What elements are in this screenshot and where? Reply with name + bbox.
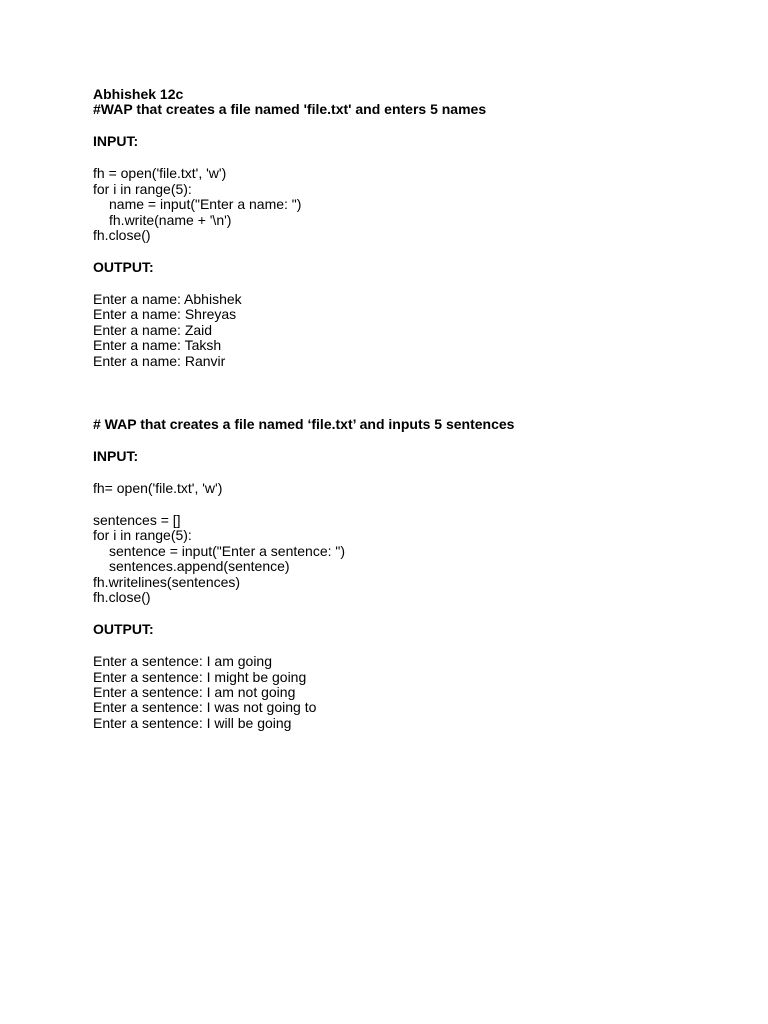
code-line: sentences = [] [93,512,181,529]
output-line: Enter a name: Shreyas [93,306,237,323]
code-line: fh.write(name + '\n') [109,211,232,228]
section-2-code-block [93,513,733,605]
code-line: sentences.append(sentence) [109,558,290,575]
section-2-input-label: INPUT: [93,448,139,465]
assignment-2-title: # WAP that creates a file named ‘file.txt’ and inputs 5 sentences [93,416,515,433]
spacer [93,496,733,513]
spacer [93,432,733,449]
document-page [93,87,733,731]
spacer [93,275,733,292]
spacer [93,464,733,481]
assignment-1-title: #WAP that creates a file named 'file.txt' and enters 5 names [93,101,487,118]
spacer [93,369,733,417]
code-line: name = input("Enter a name: ") [109,196,302,213]
code-line: for i in range(5): [93,180,192,197]
section-1-output-block [93,292,733,369]
output-line: Enter a sentence: I am not going [93,683,296,700]
output-line: Enter a sentence: I am going [93,653,272,670]
output-line: Enter a sentence: I will be going [93,714,292,731]
code-line: fh.close() [93,589,151,606]
spacer [93,118,733,135]
output-line: Enter a name: Taksh [93,337,222,354]
code-line-open: fh= open('file.txt', 'w') [93,480,223,497]
output-line: Enter a sentence: I was not going to [93,699,317,716]
author-heading: Abhishek 12c [93,86,184,102]
spacer [93,606,733,623]
output-line: Enter a name: Zaid [93,321,213,338]
code-line: fh = open('file.txt', 'w') [93,165,227,182]
output-line: Enter a name: Ranvir [93,352,226,369]
output-line: Enter a name: Abhishek [93,291,242,308]
spacer [93,243,733,260]
section-2-output-label: OUTPUT: [93,621,154,638]
code-line: fh.close() [93,227,151,244]
section-1-input-label: INPUT: [93,133,139,150]
output-line: Enter a sentence: I might be going [93,668,307,685]
spacer [93,638,733,655]
code-line: sentence = input("Enter a sentence: ") [109,542,346,559]
section-1-output-label: OUTPUT: [93,259,154,276]
section-1-code-block [93,166,733,243]
code-line: for i in range(5): [93,527,192,544]
spacer [93,150,733,167]
section-2-output-block [93,654,733,731]
code-line: fh.writelines(sentences) [93,573,241,590]
